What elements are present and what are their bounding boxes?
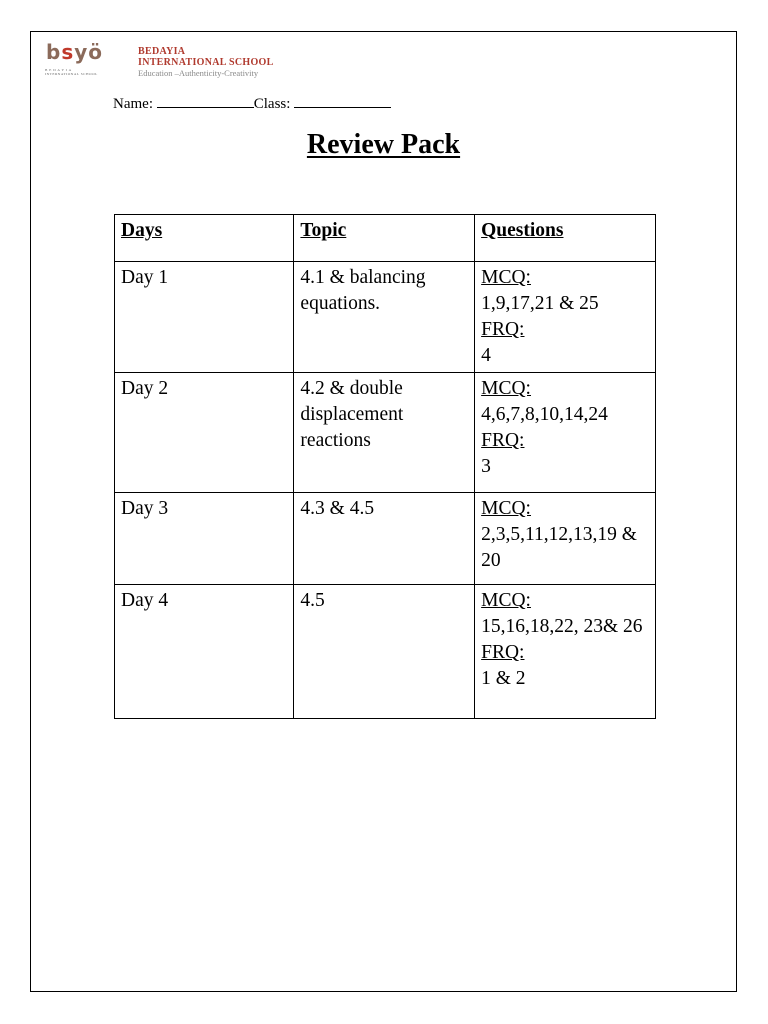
logo-wordmark: bsyö [46,40,104,64]
table-header-row [115,215,656,262]
name-label: Name: [113,96,157,112]
topic-cell: 4.2 & double displacement reactions [294,373,475,493]
frq-label: FRQ: [481,430,525,451]
frq-values: 3 [481,456,491,477]
table-row [115,585,656,719]
questions-cell [475,262,656,373]
day-cell: Day 4 [115,585,294,719]
name-blank[interactable] [157,95,254,108]
mcq-values: 2,3,5,11,12,13,19 & 20 [481,524,637,571]
school-name-line2: INTERNATIONAL SCHOOL [138,57,274,68]
frq-values: 1 & 2 [481,668,526,689]
school-name-block [138,46,274,78]
topic-cell: 4.5 [294,585,475,719]
day-cell: Day 1 [115,262,294,373]
header-topic: Topic [294,215,475,262]
mcq-label: MCQ: [481,590,531,611]
mcq-label: MCQ: [481,498,531,519]
frq-label: FRQ: [481,319,525,340]
mcq-label: MCQ: [481,267,531,288]
mcq-label: MCQ: [481,378,531,399]
page-title: Review Pack [306,129,461,160]
topic-cell: 4.3 & 4.5 [294,493,475,585]
questions-cell [475,493,656,585]
table-row [115,373,656,493]
mcq-values: 15,16,18,22, 23& 26 [481,616,643,637]
school-name-line1: BEDAYIA [138,46,186,57]
day-cell: Day 3 [115,493,294,585]
day-cell: Day 2 [115,373,294,493]
school-tagline: Education –Authenticity-Creativity [138,68,259,78]
topic-cell: 4.1 & balancing equations. [294,262,475,373]
logo-mark-icon [45,40,105,80]
frq-values: 4 [481,345,491,366]
class-label: Class: [253,96,295,112]
school-logo [45,40,275,80]
frq-label: FRQ: [481,642,525,663]
questions-cell [475,585,656,719]
mcq-values: 1,9,17,21 & 25 [481,293,599,314]
document-page [30,31,737,992]
review-table [114,214,656,719]
table-row [115,262,656,373]
header-questions: Questions [475,215,656,262]
name-class-line [113,95,391,113]
table-row [115,493,656,585]
questions-cell [475,373,656,493]
mcq-values: 4,6,7,8,10,14,24 [481,404,608,425]
class-blank[interactable] [294,95,391,108]
logo-subtext: B E D A Y I A INTERNATIONAL SCHOOL [45,68,98,76]
header-days: Days [115,215,294,262]
